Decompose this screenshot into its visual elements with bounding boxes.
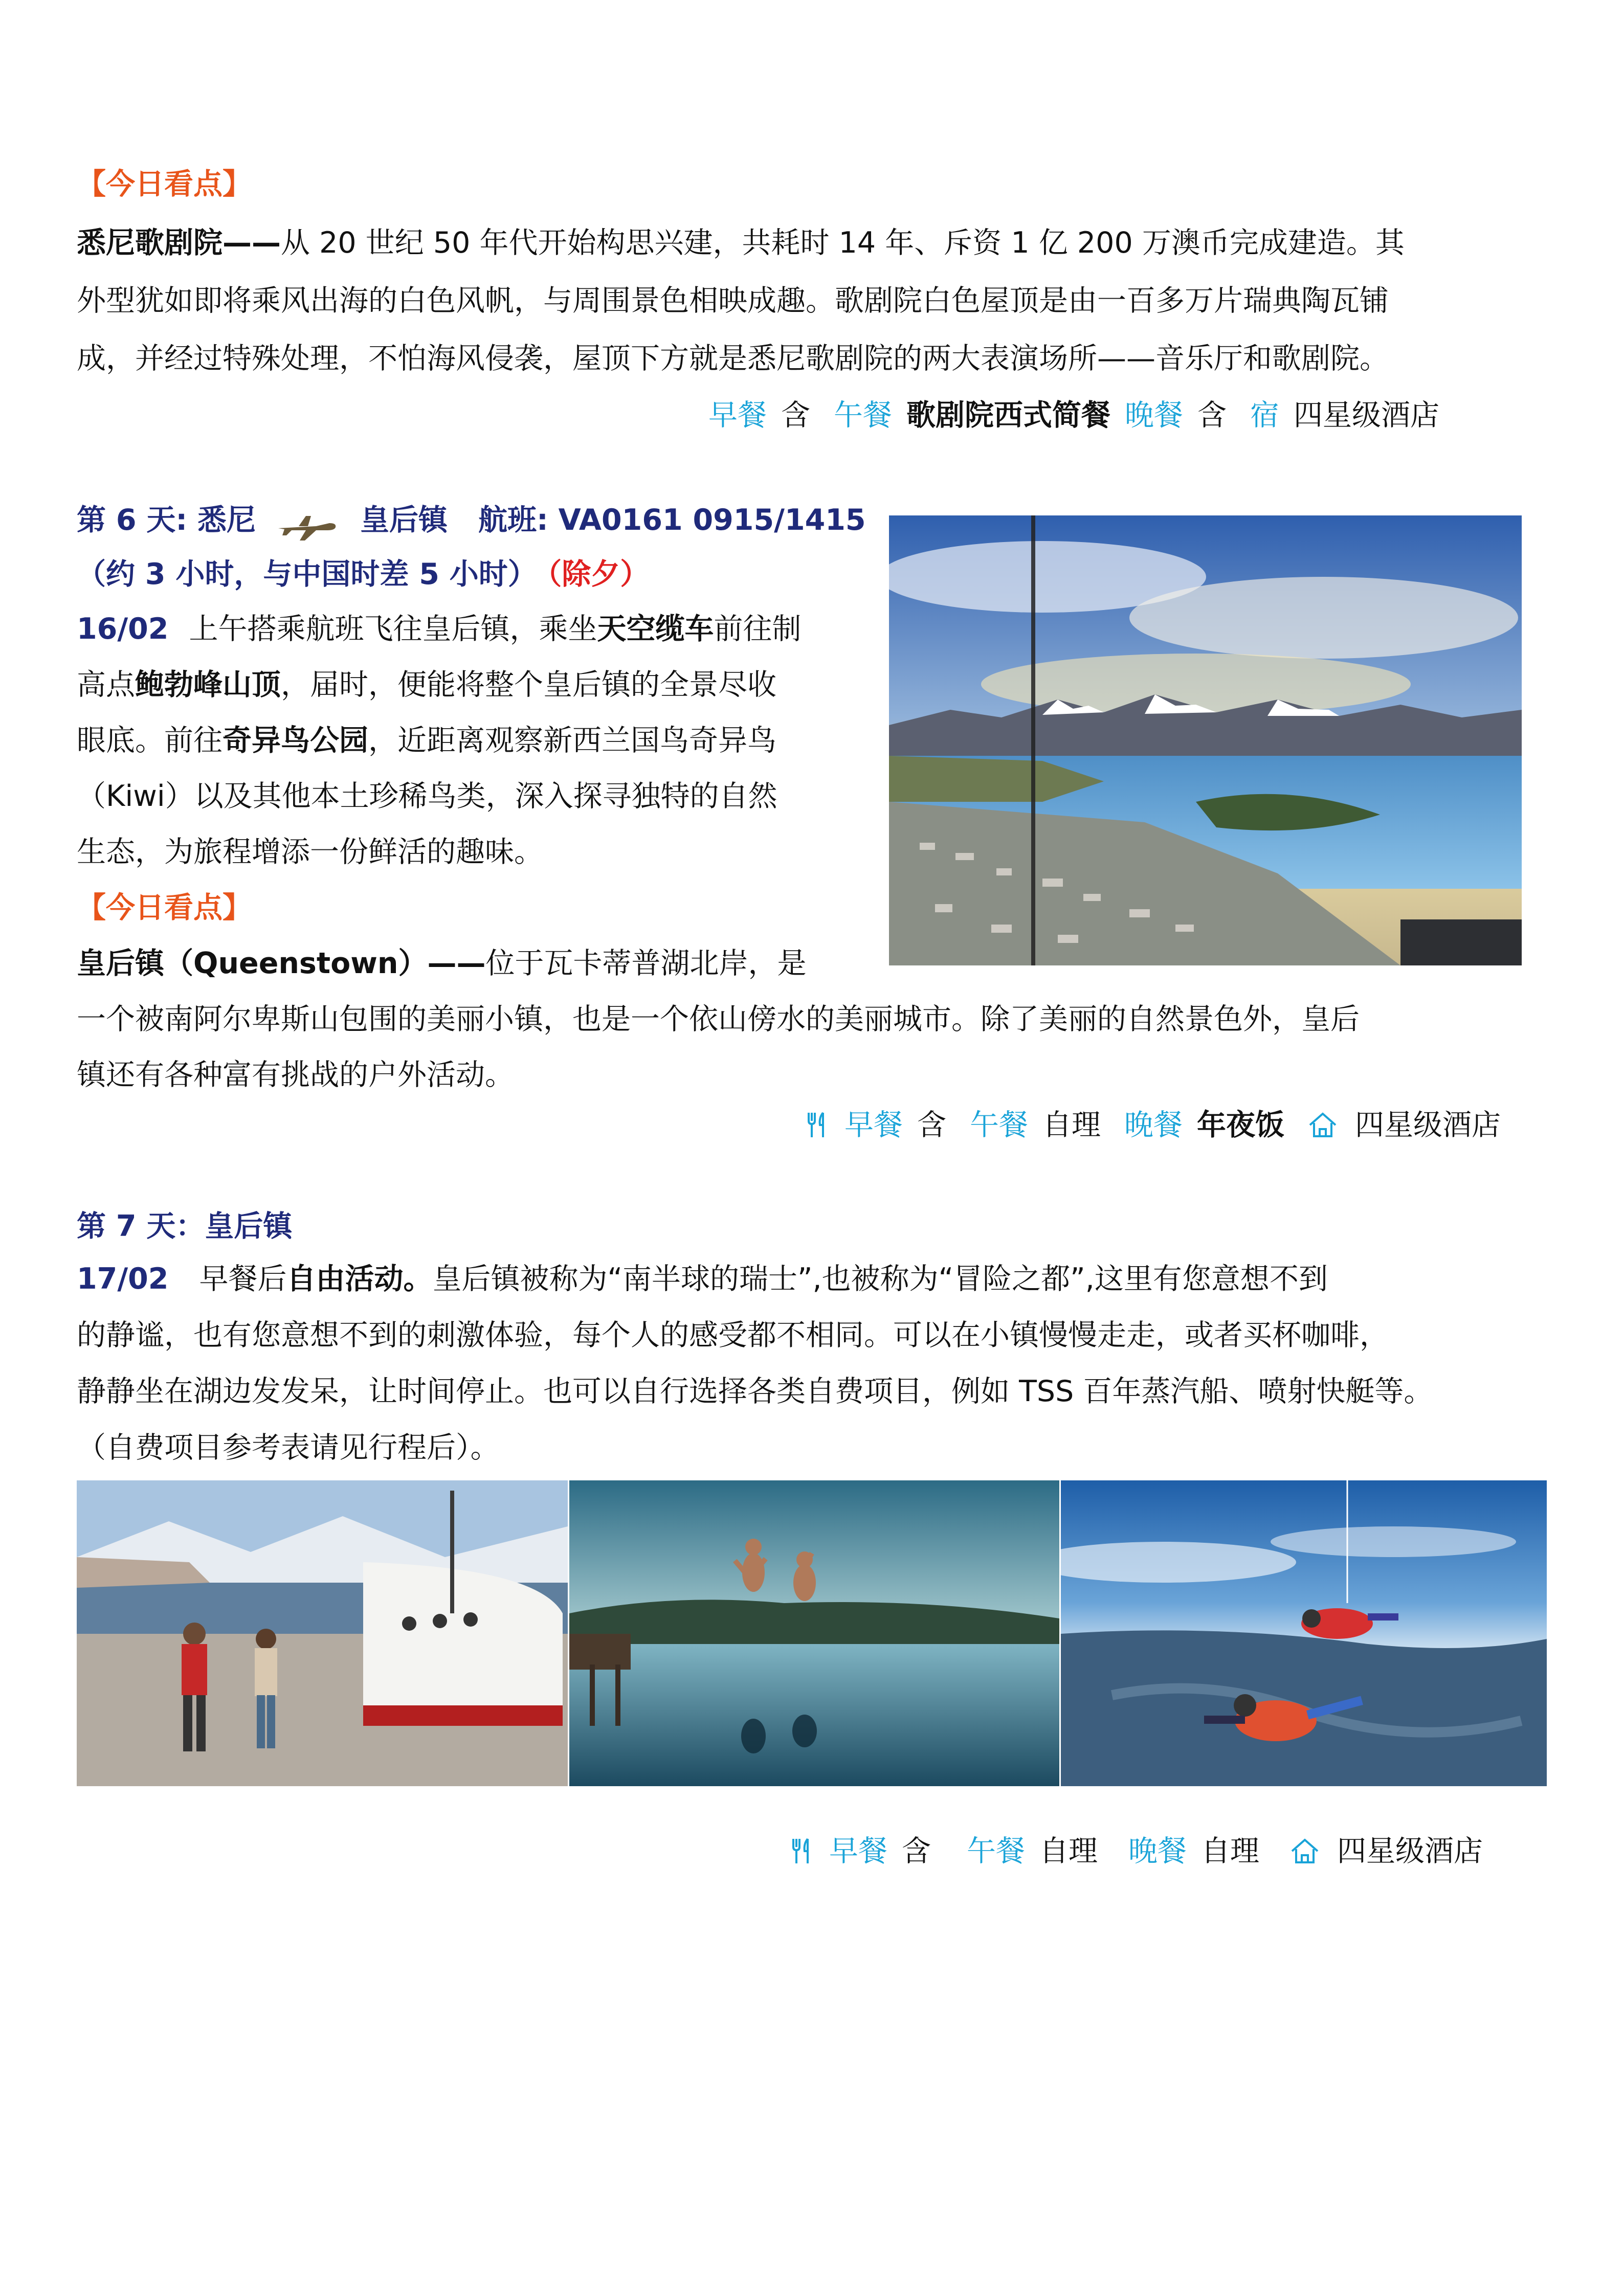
breakfast-label: 早餐 xyxy=(844,1108,903,1142)
opera-line-1-text: 从 20 世纪 50 年代开始构思兴建，共耗时 14 年、斥资 1 亿 200 万澳币完成建造。其 xyxy=(281,226,1405,260)
opera-intro-bold: 悉尼歌剧院—— xyxy=(77,226,281,260)
lunch-label: 午餐 xyxy=(834,398,892,432)
day6-meals-row xyxy=(806,1099,1515,1151)
day6-title-dest: 皇后镇 xyxy=(360,503,448,537)
opera-highlight-heading: 【今日看点】 xyxy=(77,167,252,201)
dinner-label: 晚餐 xyxy=(1124,1108,1183,1142)
dinner-label: 晚餐 xyxy=(1125,398,1183,432)
day6-p1b: 前往制 xyxy=(714,612,802,646)
day6-p4: （Kiwi）以及其他本土珍稀鸟类，深入探寻独特的自然 xyxy=(77,779,777,813)
day7-title: 第 7 天：皇后镇 xyxy=(77,1209,293,1243)
breakfast-label: 早餐 xyxy=(829,1834,887,1868)
lunch-value: 歌剧院西式简餐 xyxy=(906,398,1110,432)
breakfast-value: 含 xyxy=(917,1108,946,1142)
house-icon xyxy=(1308,1112,1338,1138)
day7-l1b: 皇后镇被称为“南半球的瑞士”,也被称为“冒险之都”,这里有您意想不到 xyxy=(432,1262,1328,1296)
day6-p3b: ，近距离观察新西兰国鸟奇异鸟 xyxy=(368,724,776,757)
opera-line-2: 外型犹如即将乘风出海的白色风帆，与周围景色相映成趣。歌剧院白色屋顶是由一百多万片瑞典陶瓦铺 xyxy=(77,284,1389,318)
day6-p2b: ，届时，便能将整个皇后镇的全景尽收 xyxy=(281,668,776,702)
dinner-value: 含 xyxy=(1197,398,1227,432)
stay-value: 四星级酒店 xyxy=(1337,1834,1483,1868)
day6-p2 xyxy=(77,657,776,713)
stay-label: 宿 xyxy=(1250,398,1279,432)
day6-hl1 xyxy=(77,935,807,992)
day6-subtitle: （约 3 小时，与中国时差 5 小时） xyxy=(77,557,537,591)
cutlery-icon xyxy=(806,1111,830,1139)
airplane-icon xyxy=(276,505,338,535)
day6-p3a: 眼底。前往 xyxy=(77,724,223,757)
dinner-value: 自理 xyxy=(1201,1834,1259,1868)
stay-value: 四星级酒店 xyxy=(1294,398,1439,432)
day6-subtitle-note: （除夕） xyxy=(547,557,650,591)
lunch-label: 午餐 xyxy=(967,1834,1025,1868)
day6-hl1-text: 位于瓦卡蒂普湖北岸，是 xyxy=(485,947,807,980)
day7-meals-row xyxy=(790,1826,1497,1877)
skydiving-photo xyxy=(1061,1480,1547,1786)
queenstown-panorama-photo xyxy=(889,515,1522,965)
day7-date: 17/02 xyxy=(77,1262,169,1296)
day7-l1 xyxy=(77,1251,1328,1307)
breakfast-value: 含 xyxy=(902,1834,931,1868)
day6-subtitle-row xyxy=(77,546,649,602)
breakfast-label: 早餐 xyxy=(708,398,767,432)
day6-title-prefix: 第 6 天: 悉尼 xyxy=(77,503,256,537)
day6-p2-bold: 鲍勃峰山顶 xyxy=(135,668,281,702)
house-icon xyxy=(1290,1838,1320,1864)
lunch-value: 自理 xyxy=(1042,1108,1101,1142)
opera-line-3: 成，并经过特殊处理，不怕海风侵袭，屋顶下方就是悉尼歌剧院的两大表演场所——音乐厅和歌剧院。 xyxy=(77,342,1389,375)
day6-p5: 生态，为旅程增添一份鲜活的趣味。 xyxy=(77,835,543,869)
day6-p2a: 高点 xyxy=(77,668,135,702)
day7-l1a: 早餐后 xyxy=(199,1262,287,1296)
lunch-label: 午餐 xyxy=(970,1108,1028,1142)
day6-highlight-heading: 【今日看点】 xyxy=(77,891,252,925)
lake-jumping-photo xyxy=(569,1480,1059,1786)
day6-hl2: 一个被南阿尔卑斯山包围的美丽小镇，也是一个依山傍水的美丽城市。除了美丽的自然景色外，皇后 xyxy=(77,1002,1360,1036)
day6-hl-bold: 皇后镇（Queenstown）—— xyxy=(77,947,486,980)
breakfast-value: 含 xyxy=(781,398,810,432)
day6-date: 16/02 xyxy=(77,612,169,646)
day7-l3: 静静坐在湖边发发呆，让时间停止。也可以自行选择各类自费项目，例如 TSS 百年蒸汽船、喷射快艇等。 xyxy=(77,1375,1433,1408)
lunch-value: 自理 xyxy=(1039,1834,1098,1868)
day6-p1-bold: 天空缆车 xyxy=(597,612,714,646)
day6-p3 xyxy=(77,712,776,769)
queenstown-pier-photo xyxy=(77,1480,568,1786)
dinner-label: 晚餐 xyxy=(1128,1834,1187,1868)
dinner-value: 年夜饭 xyxy=(1197,1108,1284,1142)
cutlery-icon xyxy=(790,1837,815,1865)
day6-p1a: 上午搭乘航班飞往皇后镇，乘坐 xyxy=(189,612,597,646)
stay-value: 四星级酒店 xyxy=(1355,1108,1501,1142)
day6-title xyxy=(77,492,866,548)
day7-l1-bold: 自由活动。 xyxy=(286,1262,433,1296)
day7-l2: 的静谧，也有您意想不到的刺激体验，每个人的感受都不相同。可以在小镇慢慢走走，或者买杯咖啡， xyxy=(77,1318,1389,1352)
day6-flight: 航班: VA0161 0915/1415 xyxy=(478,503,866,537)
day6-hl3: 镇还有各种富有挑战的户外活动。 xyxy=(77,1058,514,1092)
opera-line-1 xyxy=(77,215,1405,271)
day6-p3-bold: 奇异鸟公园 xyxy=(223,724,368,757)
opera-meals-row xyxy=(708,390,1454,441)
day6-p1 xyxy=(77,601,801,657)
day7-l4: （自费项目参考表请见行程后）。 xyxy=(77,1431,500,1465)
